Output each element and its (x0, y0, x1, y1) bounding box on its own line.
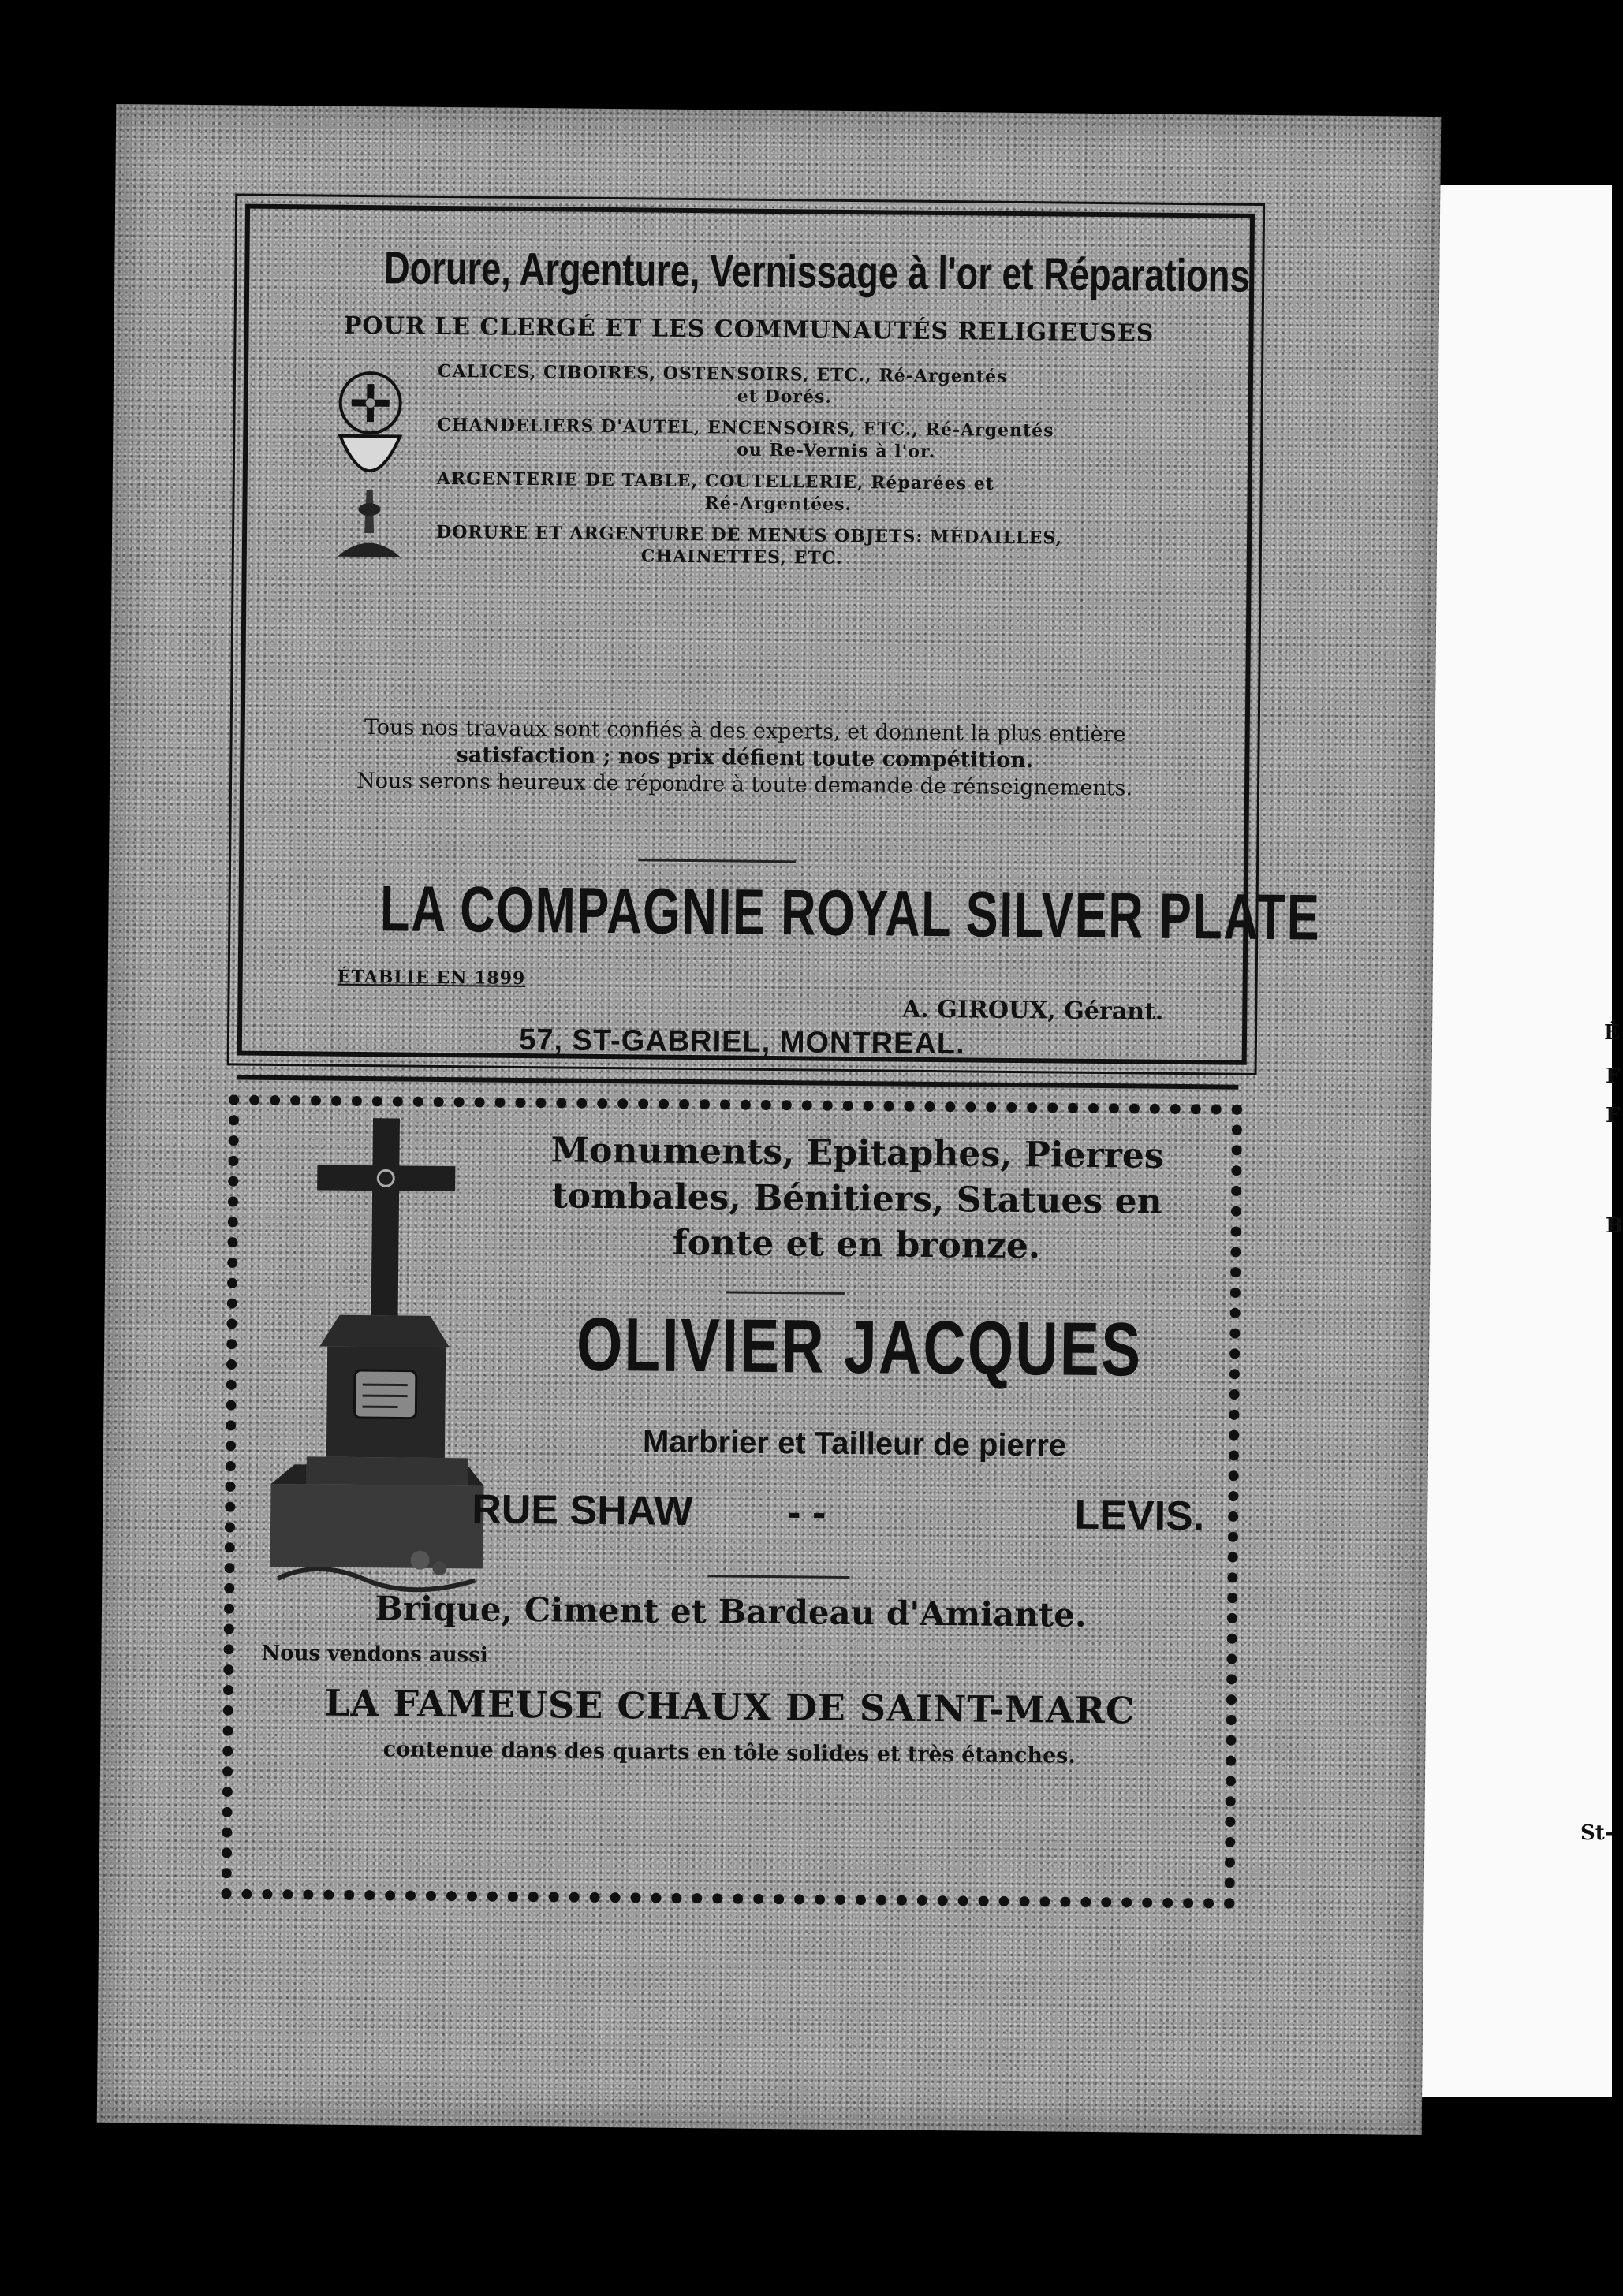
tagline-line: tombales, Bénitiers, Statues en (551, 1176, 1162, 1222)
facing-page-fragment: B (1606, 1214, 1623, 1238)
ad-headline: Dorure, Argenture, Vernissage à l'or et Réparations (383, 242, 1250, 302)
ad-subheadline: POUR LE CLERGÉ ET LES COMMUNAUTÉS RELIGIEUSES (343, 311, 1155, 348)
chalice-illustration (322, 363, 418, 569)
service-item (436, 521, 1215, 572)
facing-page-fragment: É (1604, 1021, 1620, 1045)
service-line: et Dorés. (737, 386, 833, 408)
facing-page-fragment: F (1606, 1104, 1621, 1128)
tombstone-cross-illustration (270, 1117, 503, 1593)
facing-page-fragment: F (1606, 1064, 1621, 1088)
service-item (437, 414, 1216, 465)
short-rule (726, 1291, 845, 1294)
company-address: 57, ST-GABRIEL, MONTREAL. (519, 1023, 965, 1061)
short-rule (707, 1575, 849, 1578)
monuments-advertisement (221, 1094, 1242, 1908)
service-line: DORURE ET ARGENTURE DE MENUS OBJETS: MÉDAILLES, (436, 521, 1063, 549)
tagline-line: fonte et en bronze. (672, 1222, 1041, 1267)
body-line: Tous nos travaux sont confiés à des experts, et donnent la plus entière (364, 715, 1126, 747)
tagline-line: Monuments, Epitaphes, Pierres (550, 1130, 1164, 1176)
service-item (438, 360, 1217, 412)
service-line: ou Re-Vernis à l'or. (737, 439, 936, 462)
service-line: CALICES, CIBOIRES, OSTENSOIRS, ETC., Ré-Argentés (437, 360, 1008, 387)
established-date: ÉTABLIE EN 1899 (337, 966, 526, 990)
also-sell-note: Nous vendons aussi (261, 1641, 488, 1668)
service-item (436, 468, 1215, 519)
packaging-note: contenue dans des quarts en tôle solides et très étanches. (382, 1737, 1076, 1769)
body-line: satisfaction ; nos prix défient toute compétition. (456, 743, 1034, 773)
ad-divider (237, 1075, 1238, 1090)
monuments-tagline (498, 1128, 1216, 1272)
street-address: RUE SHAW (471, 1486, 693, 1535)
back-cover-page (97, 104, 1441, 2135)
ad-body-text (276, 714, 1214, 803)
company-name: LA COMPAGNIE ROYAL SILVER PLATE (379, 873, 1321, 954)
address-separator: - - (786, 1489, 826, 1536)
service-line: CHANDELIERS D'AUTEL, ENCENSOIRS, ETC., Ré-Argentés (437, 414, 1054, 442)
service-line: ARGENTERIE DE TABLE, COUTELLERIE, Réparées et (436, 468, 995, 494)
city-name: LEVIS. (1074, 1492, 1205, 1540)
materials-line: Brique, Ciment et Bardeau d'Amiante. (375, 1589, 1087, 1634)
services-list (436, 360, 1218, 582)
short-rule (638, 859, 796, 863)
service-line: CHAINETTES, ETC. (640, 546, 843, 568)
silver-plate-advertisement (237, 204, 1321, 1065)
service-line: Ré-Argentées. (704, 493, 853, 515)
manager-name: A. GIROUX, Gérant. (901, 995, 1164, 1026)
business-trade: Marbrier et Tailleur de pierre (642, 1424, 1067, 1463)
lime-product: LA FAMEUSE CHAUX DE SAINT-MARC (323, 1681, 1136, 1732)
body-line: Nous serons heureux de répondre à toute demande de rénseignements. (356, 768, 1133, 801)
business-name: OLIVIER JACQUES (576, 1302, 1143, 1392)
facing-page-fragment: St- (1580, 1821, 1614, 1845)
